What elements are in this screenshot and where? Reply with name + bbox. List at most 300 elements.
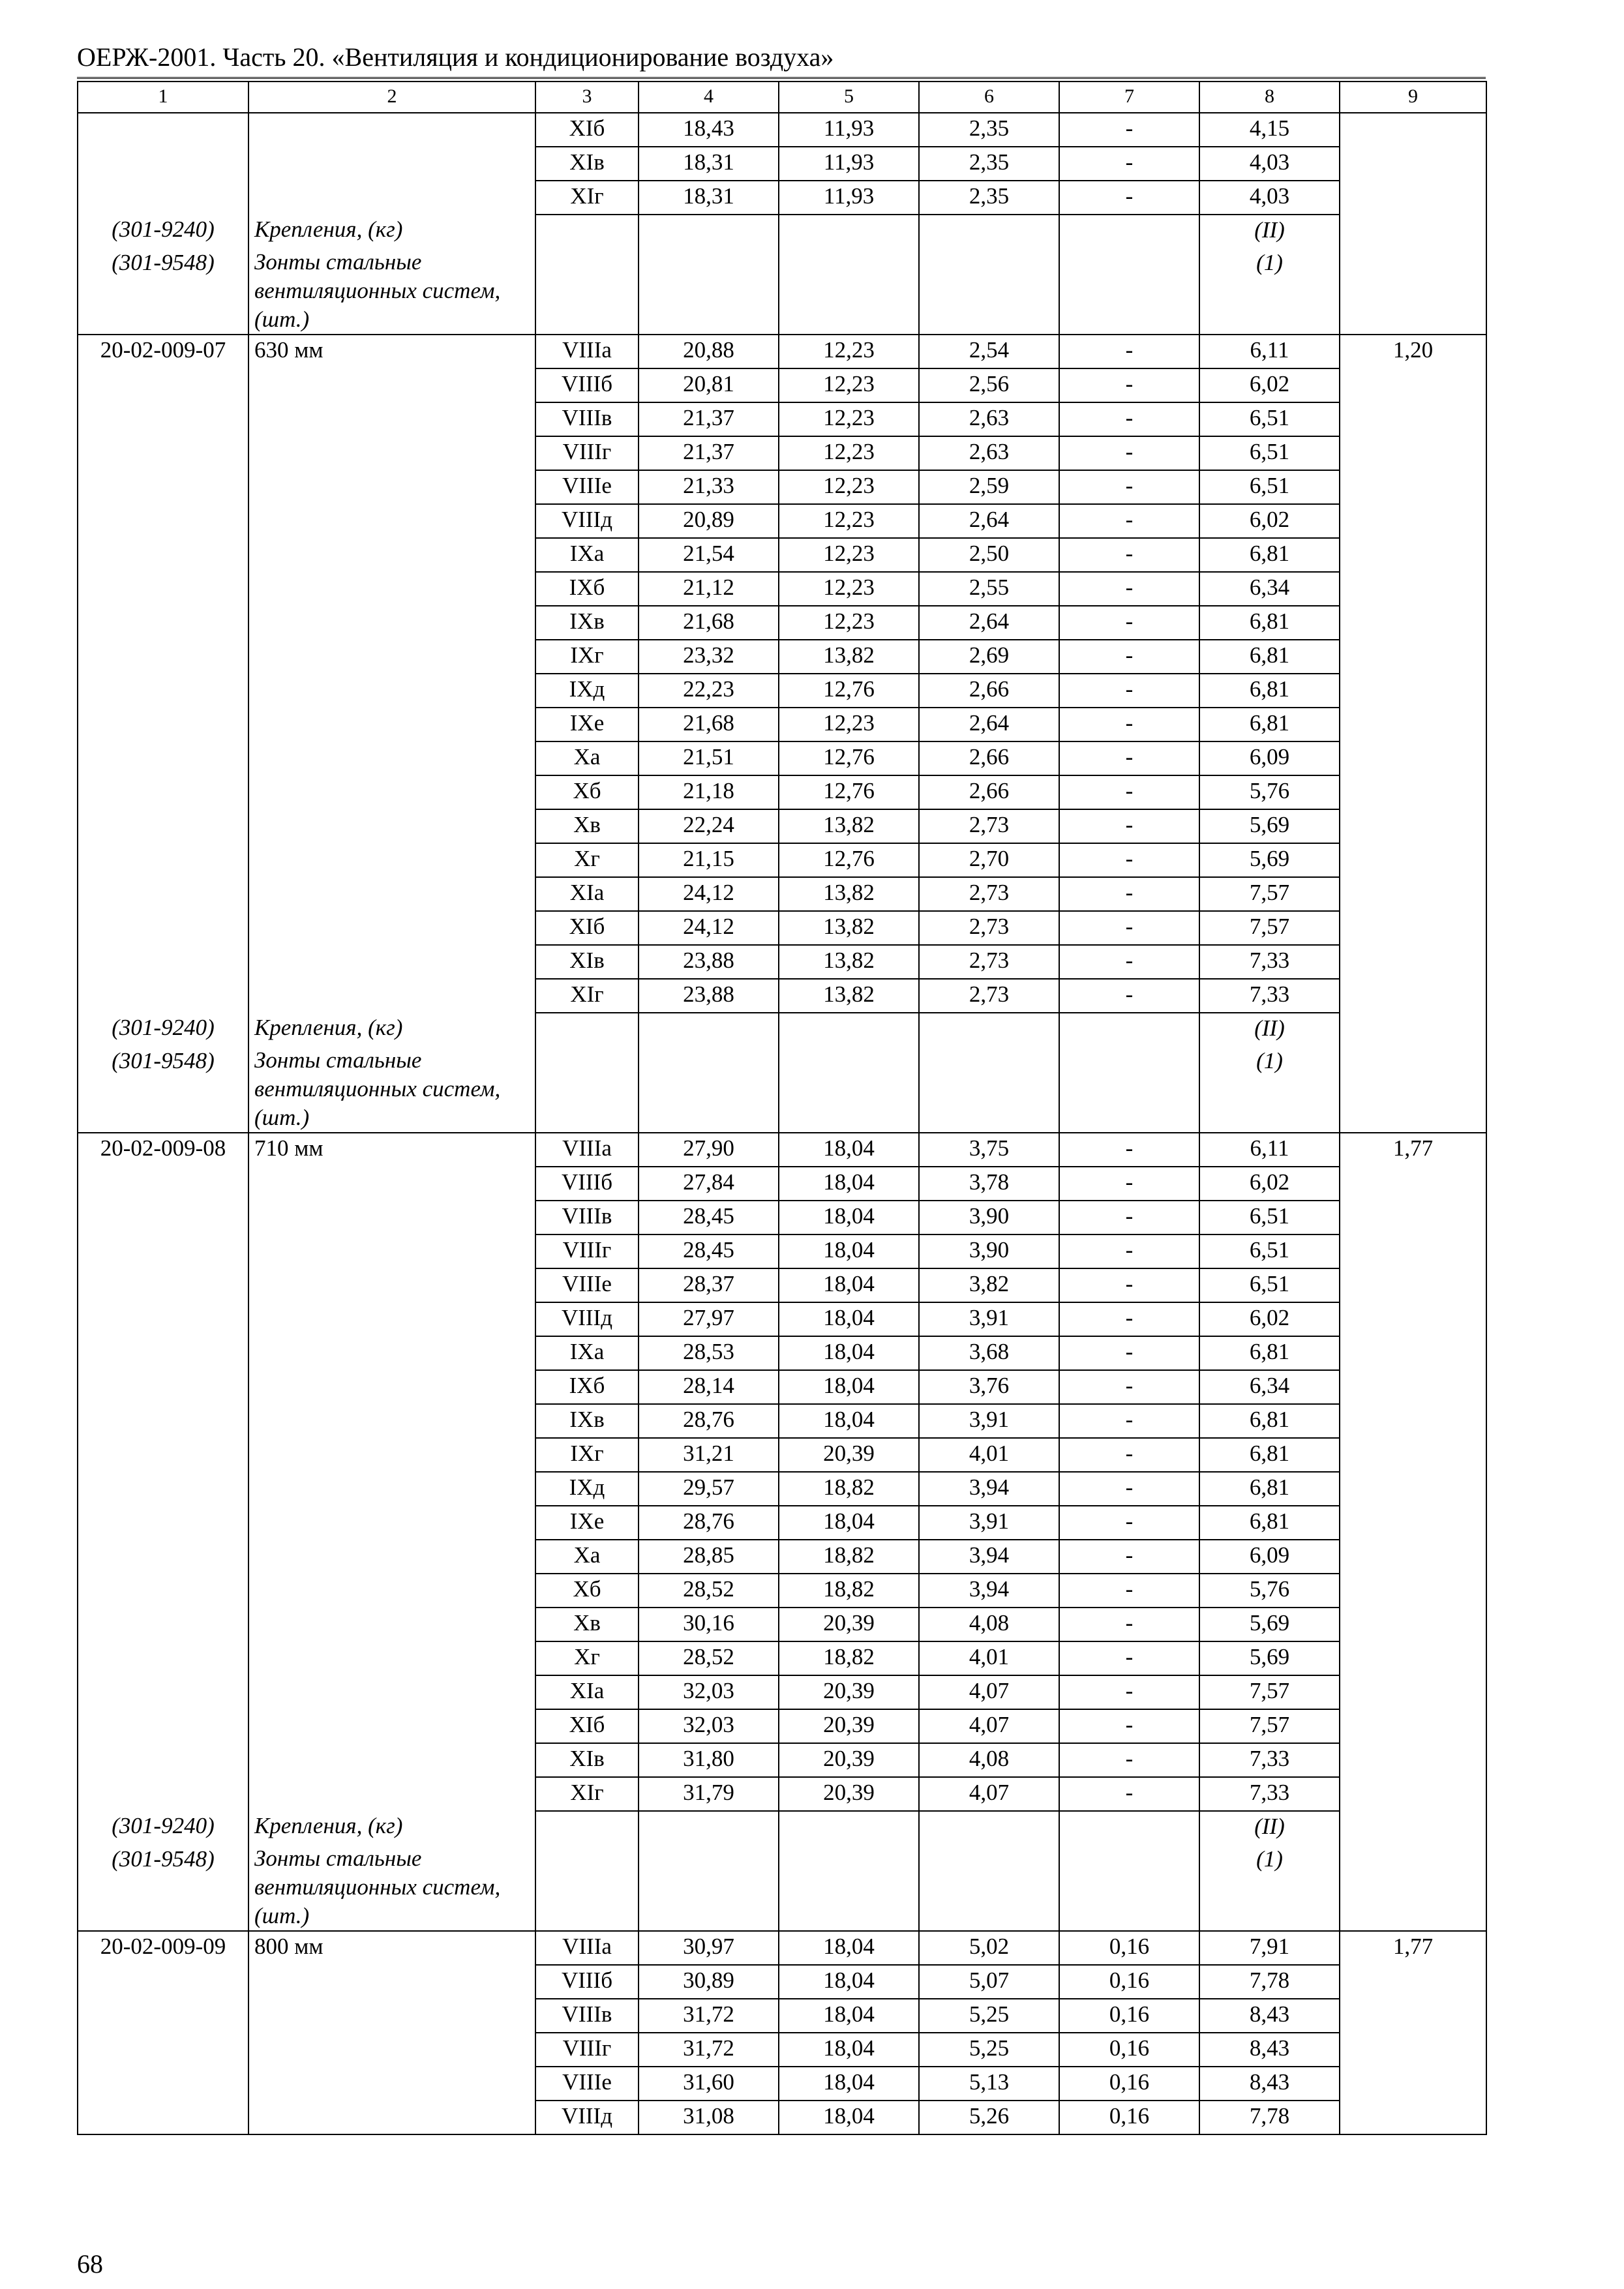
value-col6: 5,25 xyxy=(919,1999,1059,2033)
resource-name xyxy=(248,1046,535,1133)
table-row xyxy=(78,843,1486,877)
table-row xyxy=(78,2033,1486,2067)
value-col5: 18,04 xyxy=(779,1965,919,1999)
district-code: Xб xyxy=(535,1574,639,1608)
value-col8: 6,51 xyxy=(1199,1234,1340,1268)
column-9-value xyxy=(1340,181,1486,215)
value-col7: 0,16 xyxy=(1059,1965,1199,1999)
value-col4: 28,45 xyxy=(639,1234,779,1268)
value-col8: 8,43 xyxy=(1199,2067,1340,2101)
value-col5: 11,93 xyxy=(779,113,919,147)
table-row xyxy=(78,368,1486,402)
sub-row-canopies xyxy=(78,1046,1486,1133)
table-row xyxy=(78,1540,1486,1574)
value-col6: 2,63 xyxy=(919,402,1059,436)
column-9-value xyxy=(1340,538,1486,572)
empty-cell xyxy=(1340,1811,1486,1844)
value-col8: 7,33 xyxy=(1199,945,1340,979)
value-col7: - xyxy=(1059,402,1199,436)
value-col6: 2,73 xyxy=(919,911,1059,945)
norm-code: 20-02-009-09 xyxy=(78,1931,248,1965)
value-col4: 23,32 xyxy=(639,640,779,674)
column-9-value xyxy=(1340,606,1486,640)
value-col8: 7,33 xyxy=(1199,979,1340,1013)
value-col6: 2,69 xyxy=(919,640,1059,674)
value-col6: 2,73 xyxy=(919,809,1059,843)
value-col7: - xyxy=(1059,1370,1199,1404)
value-col5: 18,04 xyxy=(779,1336,919,1370)
table-row xyxy=(78,1472,1486,1506)
district-code: VIIIд xyxy=(535,504,639,538)
district-code: IXг xyxy=(535,1438,639,1472)
column-9-value xyxy=(1340,1268,1486,1302)
norm-description xyxy=(248,572,535,606)
page-number: 68 xyxy=(77,2249,103,2279)
value-col7: - xyxy=(1059,436,1199,470)
table-row xyxy=(78,1167,1486,1201)
value-col8: 6,02 xyxy=(1199,1302,1340,1336)
column-9-value xyxy=(1340,1675,1486,1709)
value-col5: 20,39 xyxy=(779,1777,919,1811)
column-9-value xyxy=(1340,945,1486,979)
value-col7: - xyxy=(1059,470,1199,504)
district-code: VIIIе xyxy=(535,470,639,504)
norm-description xyxy=(248,911,535,945)
table-row xyxy=(78,1675,1486,1709)
value-col4: 18,31 xyxy=(639,181,779,215)
value-col6: 2,35 xyxy=(919,113,1059,147)
norm-code xyxy=(78,436,248,470)
table-row xyxy=(78,2101,1486,2134)
norm-code xyxy=(78,843,248,877)
norm-description xyxy=(248,1675,535,1709)
empty-cell xyxy=(1059,1013,1199,1046)
value-col6: 3,82 xyxy=(919,1268,1059,1302)
district-code: IXд xyxy=(535,1472,639,1506)
column-9-value xyxy=(1340,1336,1486,1370)
norm-description xyxy=(248,1709,535,1743)
page-header: ОЕРЖ-2001. Часть 20. «Вентиляция и кондиционирование воздуха» xyxy=(77,40,1486,79)
value-col4: 28,76 xyxy=(639,1506,779,1540)
district-code: XIб xyxy=(535,911,639,945)
table-row xyxy=(78,1336,1486,1370)
column-number: 8 xyxy=(1199,82,1340,113)
value-col4: 22,24 xyxy=(639,809,779,843)
column-9-value: 1,77 xyxy=(1340,1133,1486,1167)
district-code: XIг xyxy=(535,1777,639,1811)
district-code: IXг xyxy=(535,640,639,674)
value-col4: 21,68 xyxy=(639,708,779,741)
value-col6: 2,64 xyxy=(919,708,1059,741)
table-row xyxy=(78,877,1486,911)
value-col7: - xyxy=(1059,674,1199,708)
value-col6: 3,90 xyxy=(919,1234,1059,1268)
value-col5: 18,04 xyxy=(779,1931,919,1965)
value-col4: 28,52 xyxy=(639,1641,779,1675)
table-row xyxy=(78,113,1486,147)
value-col8: 7,57 xyxy=(1199,877,1340,911)
resource-name-line: вентиляционных систем, xyxy=(254,278,501,303)
value-col5: 20,39 xyxy=(779,1743,919,1777)
sub-row-canopies xyxy=(78,248,1486,335)
sub-row-fasteners xyxy=(78,1811,1486,1844)
column-number: 4 xyxy=(639,82,779,113)
norm-description xyxy=(248,877,535,911)
district-code: IXв xyxy=(535,1404,639,1438)
value-col8: 6,09 xyxy=(1199,1540,1340,1574)
column-number: 1 xyxy=(78,82,248,113)
empty-cell xyxy=(919,1844,1059,1931)
table-row xyxy=(78,674,1486,708)
value-col5: 12,23 xyxy=(779,335,919,368)
value-col7: - xyxy=(1059,1201,1199,1234)
norm-description xyxy=(248,708,535,741)
value-col4: 20,89 xyxy=(639,504,779,538)
empty-cell xyxy=(1059,248,1199,335)
resource-name-line: Зонты стальные xyxy=(254,249,422,275)
value-col4: 30,16 xyxy=(639,1608,779,1641)
value-col5: 12,23 xyxy=(779,402,919,436)
norm-description xyxy=(248,1965,535,1999)
table-row xyxy=(78,945,1486,979)
district-code: VIIIе xyxy=(535,2067,639,2101)
resource-value: (1) xyxy=(1199,248,1340,335)
column-9-value xyxy=(1340,1506,1486,1540)
value-col7: - xyxy=(1059,1709,1199,1743)
value-col6: 4,07 xyxy=(919,1709,1059,1743)
empty-cell xyxy=(779,1811,919,1844)
empty-cell xyxy=(639,1811,779,1844)
value-col4: 31,79 xyxy=(639,1777,779,1811)
value-col7: - xyxy=(1059,181,1199,215)
norm-code: 20-02-009-08 xyxy=(78,1133,248,1167)
district-code: XIг xyxy=(535,979,639,1013)
value-col8: 7,57 xyxy=(1199,911,1340,945)
district-code: VIIIб xyxy=(535,368,639,402)
table-row xyxy=(78,979,1486,1013)
value-col4: 21,18 xyxy=(639,775,779,809)
norm-description xyxy=(248,538,535,572)
district-code: VIIIа xyxy=(535,335,639,368)
resource-name: Крепления, (кг) xyxy=(248,215,535,248)
value-col5: 12,23 xyxy=(779,708,919,741)
norm-description xyxy=(248,2033,535,2067)
district-code: VIIIв xyxy=(535,1999,639,2033)
column-9-value xyxy=(1340,1743,1486,1777)
table-row xyxy=(78,708,1486,741)
value-col8: 6,34 xyxy=(1199,572,1340,606)
table-row xyxy=(78,1370,1486,1404)
value-col8: 6,81 xyxy=(1199,1438,1340,1472)
value-col8: 6,11 xyxy=(1199,1133,1340,1167)
value-col8: 6,81 xyxy=(1199,538,1340,572)
norm-description xyxy=(248,1404,535,1438)
value-col6: 5,25 xyxy=(919,2033,1059,2067)
column-9-value xyxy=(1340,2033,1486,2067)
district-code: Xг xyxy=(535,1641,639,1675)
norm-description xyxy=(248,741,535,775)
value-col4: 30,89 xyxy=(639,1965,779,1999)
resource-value: (1) xyxy=(1199,1046,1340,1133)
empty-cell xyxy=(535,248,639,335)
resource-name xyxy=(248,248,535,335)
value-col4: 21,12 xyxy=(639,572,779,606)
value-col5: 12,23 xyxy=(779,504,919,538)
norm-description xyxy=(248,1268,535,1302)
value-col5: 12,23 xyxy=(779,436,919,470)
value-col8: 6,02 xyxy=(1199,504,1340,538)
value-col6: 2,70 xyxy=(919,843,1059,877)
value-col6: 3,76 xyxy=(919,1370,1059,1404)
value-col8: 4,03 xyxy=(1199,181,1340,215)
value-col6: 3,90 xyxy=(919,1201,1059,1234)
value-col6: 4,08 xyxy=(919,1608,1059,1641)
value-col7: - xyxy=(1059,1404,1199,1438)
value-col8: 6,51 xyxy=(1199,436,1340,470)
value-col5: 12,23 xyxy=(779,538,919,572)
norm-code xyxy=(78,572,248,606)
empty-cell xyxy=(1059,1811,1199,1844)
norm-code xyxy=(78,181,248,215)
value-col5: 18,04 xyxy=(779,1268,919,1302)
value-col6: 5,07 xyxy=(919,1965,1059,1999)
table-row xyxy=(78,1268,1486,1302)
value-col5: 13,82 xyxy=(779,809,919,843)
column-9-value xyxy=(1340,368,1486,402)
value-col4: 21,51 xyxy=(639,741,779,775)
value-col4: 21,33 xyxy=(639,470,779,504)
value-col6: 3,68 xyxy=(919,1336,1059,1370)
sub-row-fasteners xyxy=(78,1013,1486,1046)
value-col5: 18,04 xyxy=(779,1506,919,1540)
table-row xyxy=(78,538,1486,572)
value-col5: 18,04 xyxy=(779,1999,919,2033)
value-col8: 6,81 xyxy=(1199,1336,1340,1370)
value-col7: - xyxy=(1059,775,1199,809)
norm-description xyxy=(248,1370,535,1404)
value-col6: 2,55 xyxy=(919,572,1059,606)
norm-description xyxy=(248,113,535,147)
value-col7: - xyxy=(1059,1336,1199,1370)
norm-code xyxy=(78,2033,248,2067)
table-row xyxy=(78,1201,1486,1234)
norm-description xyxy=(248,1201,535,1234)
value-col6: 3,91 xyxy=(919,1506,1059,1540)
column-9-value xyxy=(1340,1404,1486,1438)
value-col8: 6,51 xyxy=(1199,470,1340,504)
table-row xyxy=(78,606,1486,640)
value-col7: - xyxy=(1059,1438,1199,1472)
value-col6: 2,56 xyxy=(919,368,1059,402)
norm-code xyxy=(78,538,248,572)
value-col8: 7,78 xyxy=(1199,1965,1340,1999)
norm-description xyxy=(248,1777,535,1811)
norm-code xyxy=(78,708,248,741)
column-9-value xyxy=(1340,572,1486,606)
value-col6: 3,94 xyxy=(919,1540,1059,1574)
district-code: VIIIе xyxy=(535,1268,639,1302)
value-col6: 2,63 xyxy=(919,436,1059,470)
column-9-value xyxy=(1340,775,1486,809)
value-col8: 5,69 xyxy=(1199,1641,1340,1675)
district-code: VIIIв xyxy=(535,402,639,436)
empty-cell xyxy=(639,215,779,248)
column-9-value xyxy=(1340,1540,1486,1574)
norm-description xyxy=(248,470,535,504)
value-col5: 18,04 xyxy=(779,2067,919,2101)
empty-cell xyxy=(535,1046,639,1133)
norm-code xyxy=(78,1167,248,1201)
resource-name xyxy=(248,1844,535,1931)
district-code: XIв xyxy=(535,1743,639,1777)
norm-description xyxy=(248,1608,535,1641)
value-col4: 24,12 xyxy=(639,911,779,945)
norm-code xyxy=(78,640,248,674)
value-col8: 6,02 xyxy=(1199,1167,1340,1201)
column-9-value xyxy=(1340,1999,1486,2033)
value-col5: 12,76 xyxy=(779,843,919,877)
table-row xyxy=(78,1999,1486,2033)
resource-code: (301-9548) xyxy=(78,1844,248,1931)
table-row xyxy=(78,572,1486,606)
empty-cell xyxy=(919,215,1059,248)
value-col6: 2,66 xyxy=(919,674,1059,708)
resource-code: (301-9548) xyxy=(78,1046,248,1133)
norm-code xyxy=(78,113,248,147)
value-col4: 32,03 xyxy=(639,1709,779,1743)
norm-description: 710 мм xyxy=(248,1133,535,1167)
value-col8: 5,69 xyxy=(1199,809,1340,843)
district-code: IXа xyxy=(535,1336,639,1370)
resource-name-line: (шт.) xyxy=(254,1105,310,1130)
empty-cell xyxy=(535,215,639,248)
value-col7: - xyxy=(1059,368,1199,402)
value-col5: 12,23 xyxy=(779,572,919,606)
district-code: IXа xyxy=(535,538,639,572)
value-col6: 2,73 xyxy=(919,979,1059,1013)
column-9-value xyxy=(1340,674,1486,708)
value-col7: 0,16 xyxy=(1059,2067,1199,2101)
column-9-value xyxy=(1340,708,1486,741)
norm-description xyxy=(248,979,535,1013)
column-number: 6 xyxy=(919,82,1059,113)
norms-table xyxy=(77,81,1487,2135)
norm-description xyxy=(248,1574,535,1608)
empty-cell xyxy=(779,215,919,248)
table-row xyxy=(78,809,1486,843)
value-col4: 29,57 xyxy=(639,1472,779,1506)
column-9-value xyxy=(1340,1370,1486,1404)
district-code: VIIIг xyxy=(535,1234,639,1268)
value-col8: 8,43 xyxy=(1199,1999,1340,2033)
empty-cell xyxy=(1340,1844,1486,1931)
value-col7: - xyxy=(1059,1268,1199,1302)
norm-description xyxy=(248,1641,535,1675)
value-col7: - xyxy=(1059,1777,1199,1811)
value-col4: 21,37 xyxy=(639,436,779,470)
norm-description xyxy=(248,1540,535,1574)
norm-code xyxy=(78,2101,248,2134)
district-code: Xв xyxy=(535,1608,639,1641)
column-number: 2 xyxy=(248,82,535,113)
norm-code xyxy=(78,775,248,809)
table-row xyxy=(78,1234,1486,1268)
value-col6: 2,66 xyxy=(919,775,1059,809)
norm-description xyxy=(248,1472,535,1506)
value-col4: 28,53 xyxy=(639,1336,779,1370)
norm-code xyxy=(78,911,248,945)
value-col6: 3,91 xyxy=(919,1404,1059,1438)
column-9-value xyxy=(1340,979,1486,1013)
empty-cell xyxy=(779,1046,919,1133)
value-col6: 2,54 xyxy=(919,335,1059,368)
table-row xyxy=(78,1133,1486,1167)
empty-cell xyxy=(1059,215,1199,248)
resource-code: (301-9240) xyxy=(78,215,248,248)
value-col5: 13,82 xyxy=(779,877,919,911)
value-col8: 7,33 xyxy=(1199,1777,1340,1811)
column-9-value xyxy=(1340,1641,1486,1675)
empty-cell xyxy=(779,248,919,335)
value-col8: 6,81 xyxy=(1199,1506,1340,1540)
district-code: IXб xyxy=(535,572,639,606)
column-9-value xyxy=(1340,1777,1486,1811)
value-col4: 21,37 xyxy=(639,402,779,436)
resource-name: Крепления, (кг) xyxy=(248,1811,535,1844)
district-code: VIIIа xyxy=(535,1931,639,1965)
norm-code xyxy=(78,877,248,911)
value-col7: - xyxy=(1059,335,1199,368)
norm-code xyxy=(78,1540,248,1574)
norm-code xyxy=(78,1608,248,1641)
district-code: IXе xyxy=(535,708,639,741)
value-col4: 24,12 xyxy=(639,877,779,911)
value-col8: 6,34 xyxy=(1199,1370,1340,1404)
value-col4: 30,97 xyxy=(639,1931,779,1965)
value-col4: 31,72 xyxy=(639,2033,779,2067)
value-col6: 3,94 xyxy=(919,1574,1059,1608)
value-col5: 12,23 xyxy=(779,606,919,640)
column-number: 7 xyxy=(1059,82,1199,113)
resource-name-line: вентиляционных систем, xyxy=(254,1874,501,1900)
value-col5: 20,39 xyxy=(779,1608,919,1641)
norm-code xyxy=(78,945,248,979)
value-col4: 28,85 xyxy=(639,1540,779,1574)
value-col8: 6,81 xyxy=(1199,640,1340,674)
value-col5: 12,23 xyxy=(779,470,919,504)
value-col4: 20,88 xyxy=(639,335,779,368)
table-row xyxy=(78,775,1486,809)
value-col8: 7,57 xyxy=(1199,1709,1340,1743)
table-row xyxy=(78,1743,1486,1777)
value-col6: 4,08 xyxy=(919,1743,1059,1777)
table-row xyxy=(78,1608,1486,1641)
resource-code: (301-9240) xyxy=(78,1013,248,1046)
district-code: VIIIд xyxy=(535,1302,639,1336)
norm-code xyxy=(78,1438,248,1472)
value-col8: 7,91 xyxy=(1199,1931,1340,1965)
norm-code xyxy=(78,1709,248,1743)
norm-code xyxy=(78,1777,248,1811)
value-col6: 2,35 xyxy=(919,181,1059,215)
column-9-value xyxy=(1340,113,1486,147)
district-code: VIIIг xyxy=(535,2033,639,2067)
value-col7: - xyxy=(1059,911,1199,945)
value-col8: 6,81 xyxy=(1199,708,1340,741)
value-col7: - xyxy=(1059,640,1199,674)
table-row xyxy=(78,335,1486,368)
norm-description xyxy=(248,147,535,181)
